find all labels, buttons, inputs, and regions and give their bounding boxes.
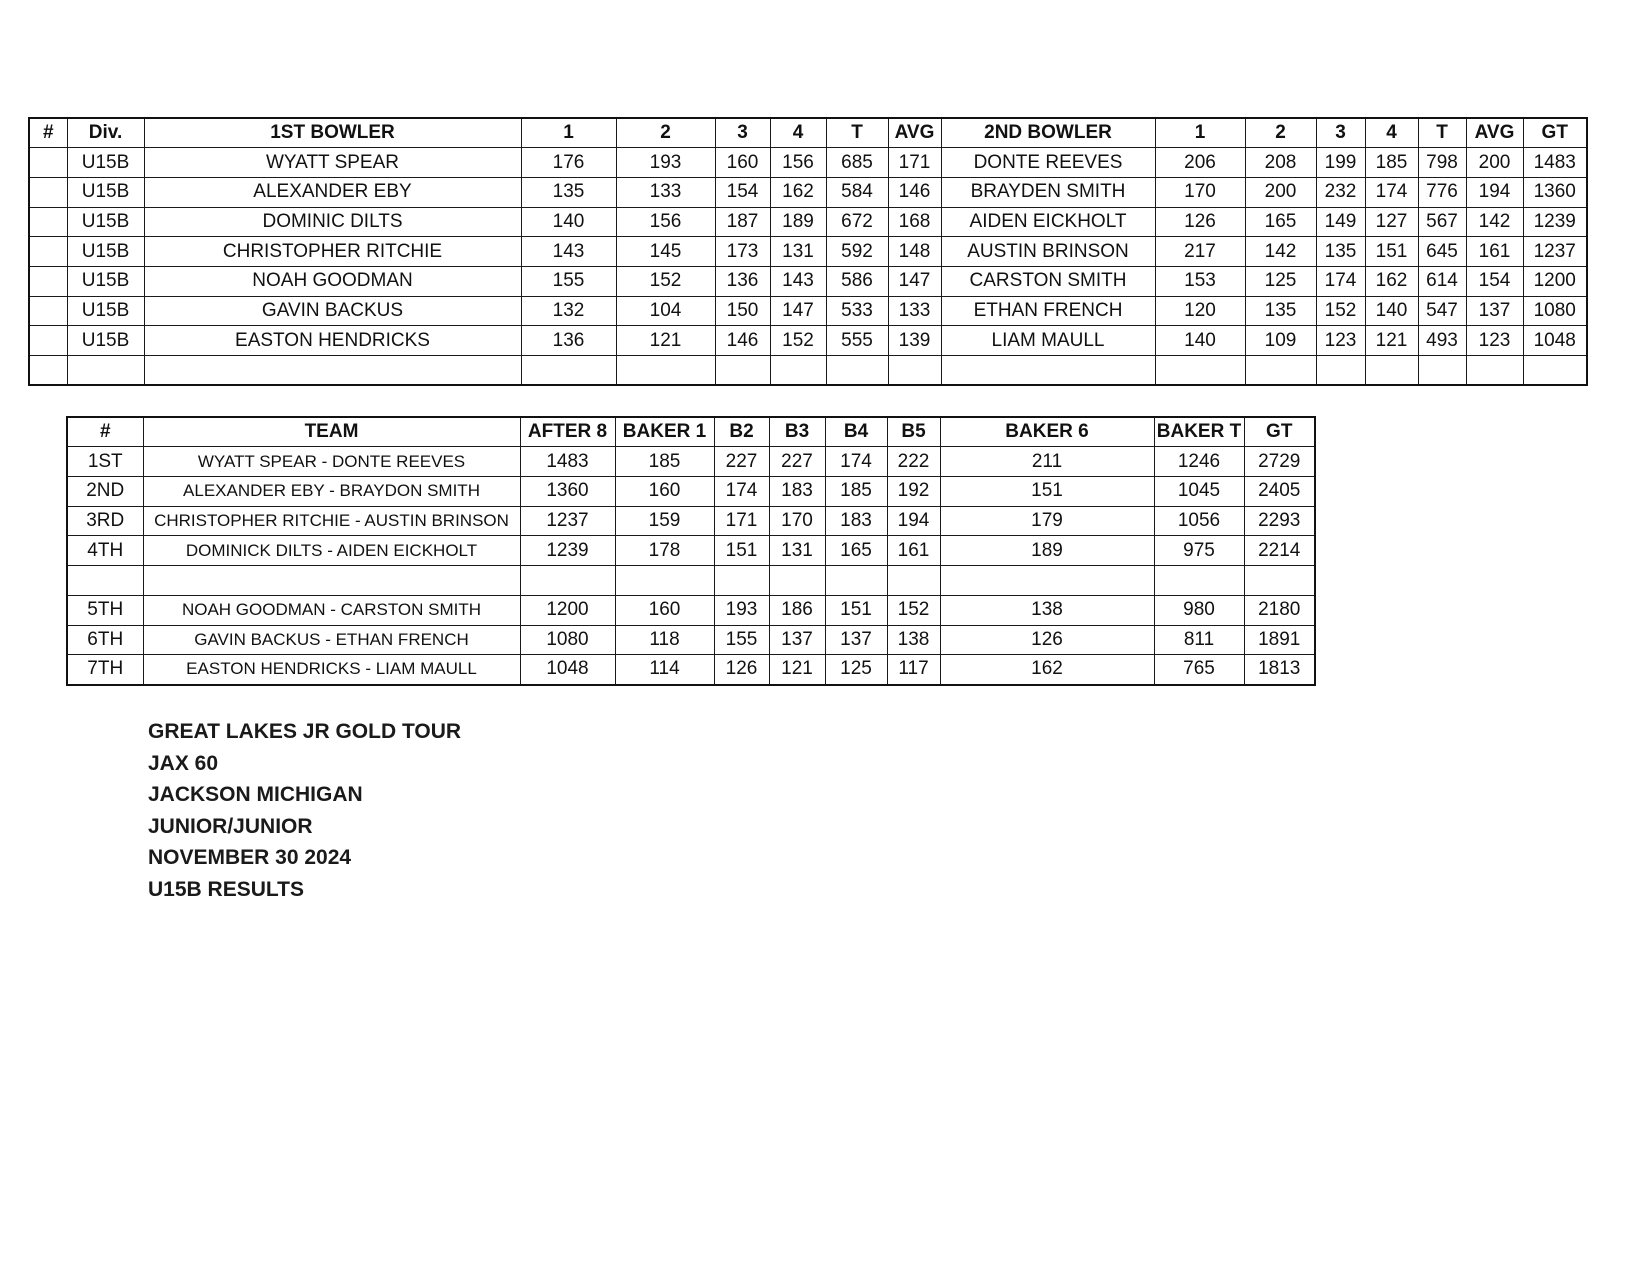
team-header-cell: # (67, 417, 143, 447)
bowlers-cell (144, 356, 521, 386)
bowlers-cell: 137 (1466, 296, 1523, 326)
bowlers-cell: 173 (715, 237, 770, 267)
bowlers-cell (1466, 356, 1523, 386)
bowlers-cell: 120 (1155, 296, 1245, 326)
bowlers-cell: 140 (1155, 326, 1245, 356)
team-row (67, 595, 1315, 625)
team-cell: 174 (714, 476, 769, 506)
bowlers-cell: 156 (616, 207, 715, 237)
bowlers-cell (826, 356, 888, 386)
bowlers-cell: 1237 (1523, 237, 1587, 267)
bowlers-cell: 147 (770, 296, 826, 326)
bowlers-cell: 126 (1155, 207, 1245, 237)
bowlers-cell: 146 (888, 177, 941, 207)
bowlers-cell: 148 (888, 237, 941, 267)
bowlers-cell: 176 (521, 148, 616, 178)
bowlers-header-cell: # (29, 118, 67, 148)
bowlers-cell: DOMINIC DILTS (144, 207, 521, 237)
bowlers-cell: 142 (1245, 237, 1316, 267)
bowlers-cell: 1239 (1523, 207, 1587, 237)
bowlers-cell: 493 (1418, 326, 1466, 356)
team-cell: NOAH GOODMAN - CARSTON SMITH (143, 595, 520, 625)
team-cell: 1056 (1154, 506, 1244, 536)
team-cell: 975 (1154, 536, 1244, 566)
team-cell: 1891 (1244, 625, 1315, 655)
bowlers-cell: 136 (715, 266, 770, 296)
team-cell: 227 (769, 447, 825, 477)
bowlers-cell: 171 (888, 148, 941, 178)
team-cell: 117 (887, 655, 940, 685)
bowlers-cell: 208 (1245, 148, 1316, 178)
bowlers-cell (29, 148, 67, 178)
team-cell: 2ND (67, 476, 143, 506)
bowlers-cell: 123 (1316, 326, 1365, 356)
team-cell: 114 (615, 655, 714, 685)
bowler-row (29, 266, 1587, 296)
bowlers-cell: 135 (521, 177, 616, 207)
bowlers-cell: 162 (770, 177, 826, 207)
team-cell: 189 (940, 536, 1154, 566)
bowlers-header-cell: 1 (1155, 118, 1245, 148)
bowlers-cell: 140 (521, 207, 616, 237)
bowlers-header-cell: T (826, 118, 888, 148)
team-row (67, 625, 1315, 655)
bowlers-cell: 146 (715, 326, 770, 356)
bowlers-cell (29, 296, 67, 326)
bowlers-header-cell: Div. (67, 118, 144, 148)
team-header-cell: BAKER 1 (615, 417, 714, 447)
team-cell (67, 565, 143, 595)
team-cell: DOMINICK DILTS - AIDEN EICKHOLT (143, 536, 520, 566)
team-header-cell: B2 (714, 417, 769, 447)
bowlers-cell: 140 (1365, 296, 1418, 326)
bowlers-cell: 645 (1418, 237, 1466, 267)
event-results-title: U15B RESULTS (148, 877, 304, 901)
team-cell: 185 (825, 476, 887, 506)
team-cell: 1360 (520, 476, 615, 506)
team-row (67, 476, 1315, 506)
team-row (67, 506, 1315, 536)
bowlers-cell (941, 356, 1155, 386)
bowlers-cell (1365, 356, 1418, 386)
bowlers-cell: 776 (1418, 177, 1466, 207)
team-cell: 7TH (67, 655, 143, 685)
bowlers-cell: BRAYDEN SMITH (941, 177, 1155, 207)
bowlers-cell: 199 (1316, 148, 1365, 178)
bowlers-cell: U15B (67, 237, 144, 267)
team-cell: 131 (769, 536, 825, 566)
bowlers-cell: U15B (67, 207, 144, 237)
bowlers-cell (616, 356, 715, 386)
bowlers-cell: 174 (1365, 177, 1418, 207)
team-cell: 186 (769, 595, 825, 625)
bowlers-header-cell: 4 (770, 118, 826, 148)
team-cell: 126 (940, 625, 1154, 655)
bowlers-cell: 185 (1365, 148, 1418, 178)
bowlers-cell (29, 237, 67, 267)
bowlers-cell: U15B (67, 177, 144, 207)
team-header-cell: BAKER T (1154, 417, 1244, 447)
bowler-row (29, 237, 1587, 267)
team-cell: 1080 (520, 625, 615, 655)
team-cell: 151 (940, 476, 1154, 506)
bowlers-cell: 123 (1466, 326, 1523, 356)
bowlers-cell: WYATT SPEAR (144, 148, 521, 178)
bowlers-header-cell: 2 (1245, 118, 1316, 148)
bowlers-header-cell: 1ST BOWLER (144, 118, 521, 148)
bowlers-cell: CHRISTOPHER RITCHIE (144, 237, 521, 267)
bowlers-cell: 206 (1155, 148, 1245, 178)
team-cell: 171 (714, 506, 769, 536)
team-cell: 2405 (1244, 476, 1315, 506)
team-cell: 211 (940, 447, 1154, 477)
bowler-row (29, 207, 1587, 237)
bowlers-results-table (28, 117, 1588, 386)
team-cell: 980 (1154, 595, 1244, 625)
team-cell: 1483 (520, 447, 615, 477)
team-cell: 179 (940, 506, 1154, 536)
team-cell: 185 (615, 447, 714, 477)
bowlers-cell: 121 (1365, 326, 1418, 356)
bowlers-cell (1155, 356, 1245, 386)
bowlers-cell: EASTON HENDRICKS (144, 326, 521, 356)
team-cell: 152 (887, 595, 940, 625)
team-cell: 162 (940, 655, 1154, 685)
team-cell: 170 (769, 506, 825, 536)
team-cell: 160 (615, 595, 714, 625)
team-header-cell: B3 (769, 417, 825, 447)
bowlers-cell: 584 (826, 177, 888, 207)
team-row (67, 565, 1315, 595)
bowlers-cell: 232 (1316, 177, 1365, 207)
team-cell: 161 (887, 536, 940, 566)
bowlers-cell: CARSTON SMITH (941, 266, 1155, 296)
bowlers-cell: 154 (715, 177, 770, 207)
bowlers-cell: 672 (826, 207, 888, 237)
team-cell (615, 565, 714, 595)
bowlers-cell (29, 177, 67, 207)
bowlers-cell (888, 356, 941, 386)
bowlers-header-cell: 3 (1316, 118, 1365, 148)
bowlers-cell: 1048 (1523, 326, 1587, 356)
team-results-table (66, 416, 1316, 686)
team-cell: 118 (615, 625, 714, 655)
bowlers-cell: 133 (888, 296, 941, 326)
bowler-row (29, 148, 1587, 178)
bowlers-cell (1245, 356, 1316, 386)
bowlers-cell: 152 (770, 326, 826, 356)
bowlers-cell (29, 266, 67, 296)
bowlers-cell: 131 (770, 237, 826, 267)
bowlers-cell: U15B (67, 326, 144, 356)
bowlers-cell: 1080 (1523, 296, 1587, 326)
bowlers-cell: 152 (1316, 296, 1365, 326)
bowlers-cell (29, 207, 67, 237)
team-cell: EASTON HENDRICKS - LIAM MAULL (143, 655, 520, 685)
team-cell: 1813 (1244, 655, 1315, 685)
event-location: JACKSON MICHIGAN (148, 783, 363, 806)
event-info (148, 716, 461, 905)
team-cell (714, 565, 769, 595)
team-cell: 1237 (520, 506, 615, 536)
team-cell (1244, 565, 1315, 595)
bowlers-header-cell: 4 (1365, 118, 1418, 148)
bowlers-cell: 132 (521, 296, 616, 326)
event-date: NOVEMBER 30 2024 (148, 846, 352, 869)
bowlers-cell: 592 (826, 237, 888, 267)
team-cell: 137 (769, 625, 825, 655)
team-cell (143, 565, 520, 595)
bowlers-cell (1418, 356, 1466, 386)
bowlers-cell: 685 (826, 148, 888, 178)
bowlers-cell: 187 (715, 207, 770, 237)
bowlers-cell: LIAM MAULL (941, 326, 1155, 356)
bowlers-cell: NOAH GOODMAN (144, 266, 521, 296)
bowler-row (29, 177, 1587, 207)
team-cell: 4TH (67, 536, 143, 566)
bowlers-cell: 147 (888, 266, 941, 296)
bowlers-cell: 1200 (1523, 266, 1587, 296)
bowlers-cell: 194 (1466, 177, 1523, 207)
bowlers-cell (1316, 356, 1365, 386)
team-cell: 138 (887, 625, 940, 655)
team-header-cell: B5 (887, 417, 940, 447)
team-header-cell: TEAM (143, 417, 520, 447)
bowlers-cell: 142 (1466, 207, 1523, 237)
bowlers-cell (67, 356, 144, 386)
bowlers-header-cell: AVG (888, 118, 941, 148)
bowlers-cell: 555 (826, 326, 888, 356)
team-cell: 1045 (1154, 476, 1244, 506)
bowlers-header-cell: AVG (1466, 118, 1523, 148)
team-cell: 138 (940, 595, 1154, 625)
team-cell: ALEXANDER EBY - BRAYDON SMITH (143, 476, 520, 506)
team-cell: 2180 (1244, 595, 1315, 625)
team-header-cell: B4 (825, 417, 887, 447)
bowlers-cell: U15B (67, 148, 144, 178)
bowlers-header-cell: 1 (521, 118, 616, 148)
team-cell: 121 (769, 655, 825, 685)
bowlers-cell: 586 (826, 266, 888, 296)
team-row (67, 655, 1315, 685)
team-cell: 125 (825, 655, 887, 685)
team-cell: 165 (825, 536, 887, 566)
bowlers-cell: 155 (521, 266, 616, 296)
team-header-cell: GT (1244, 417, 1315, 447)
bowlers-cell: 154 (1466, 266, 1523, 296)
bowlers-cell: 143 (521, 237, 616, 267)
bowlers-cell (521, 356, 616, 386)
bowlers-cell: 145 (616, 237, 715, 267)
team-cell (887, 565, 940, 595)
bowlers-cell: 174 (1316, 266, 1365, 296)
bowlers-cell: 168 (888, 207, 941, 237)
team-cell: CHRISTOPHER RITCHIE - AUSTIN BRINSON (143, 506, 520, 536)
bowlers-cell (29, 356, 67, 386)
bowlers-cell: AUSTIN BRINSON (941, 237, 1155, 267)
team-cell: 193 (714, 595, 769, 625)
bowlers-cell: 217 (1155, 237, 1245, 267)
team-cell: 5TH (67, 595, 143, 625)
bowlers-cell: 156 (770, 148, 826, 178)
bowlers-cell: 160 (715, 148, 770, 178)
team-cell: 1246 (1154, 447, 1244, 477)
team-cell: 2293 (1244, 506, 1315, 536)
team-cell: 6TH (67, 625, 143, 655)
team-cell: 811 (1154, 625, 1244, 655)
bowlers-cell: 150 (715, 296, 770, 326)
team-cell (825, 565, 887, 595)
bowlers-cell: ALEXANDER EBY (144, 177, 521, 207)
bowlers-cell: 547 (1418, 296, 1466, 326)
bowlers-cell: ETHAN FRENCH (941, 296, 1155, 326)
team-cell (520, 565, 615, 595)
bowlers-header-row (29, 118, 1587, 148)
team-header-cell: AFTER 8 (520, 417, 615, 447)
bowlers-cell: 135 (1245, 296, 1316, 326)
team-cell (940, 565, 1154, 595)
team-cell (1154, 565, 1244, 595)
bowlers-cell: 161 (1466, 237, 1523, 267)
team-cell: GAVIN BACKUS - ETHAN FRENCH (143, 625, 520, 655)
bowlers-cell (29, 326, 67, 356)
team-header-cell: BAKER 6 (940, 417, 1154, 447)
team-cell: 2729 (1244, 447, 1315, 477)
bowlers-cell (715, 356, 770, 386)
team-cell: 3RD (67, 506, 143, 536)
bowlers-cell: 165 (1245, 207, 1316, 237)
bowlers-cell: 139 (888, 326, 941, 356)
bowlers-cell: 614 (1418, 266, 1466, 296)
bowlers-cell: 152 (616, 266, 715, 296)
bowlers-cell: 133 (616, 177, 715, 207)
bowlers-cell: 1483 (1523, 148, 1587, 178)
event-division-format: JUNIOR/JUNIOR (148, 814, 313, 838)
bowlers-cell: 533 (826, 296, 888, 326)
team-header-row (67, 417, 1315, 447)
team-cell: 155 (714, 625, 769, 655)
bowlers-cell: 104 (616, 296, 715, 326)
bowlers-header-cell: T (1418, 118, 1466, 148)
bowlers-header-cell: 2 (616, 118, 715, 148)
team-cell: 227 (714, 447, 769, 477)
bowlers-cell: 143 (770, 266, 826, 296)
bowlers-cell: 200 (1245, 177, 1316, 207)
bowlers-cell: 153 (1155, 266, 1245, 296)
bowler-row (29, 356, 1587, 386)
bowlers-header-cell: 3 (715, 118, 770, 148)
bowlers-cell: 170 (1155, 177, 1245, 207)
bowler-row (29, 296, 1587, 326)
team-row (67, 536, 1315, 566)
bowlers-cell: GAVIN BACKUS (144, 296, 521, 326)
bowlers-cell: 136 (521, 326, 616, 356)
team-cell: 192 (887, 476, 940, 506)
team-cell: 151 (825, 595, 887, 625)
bowlers-cell (1523, 356, 1587, 386)
bowlers-cell: 125 (1245, 266, 1316, 296)
bowlers-cell: 135 (1316, 237, 1365, 267)
team-cell: 137 (825, 625, 887, 655)
team-cell: 1ST (67, 447, 143, 477)
bowlers-cell: U15B (67, 266, 144, 296)
bowlers-cell: 121 (616, 326, 715, 356)
bowler-row (29, 326, 1587, 356)
bowlers-cell: 149 (1316, 207, 1365, 237)
team-cell: 160 (615, 476, 714, 506)
bowlers-cell: DONTE REEVES (941, 148, 1155, 178)
bowlers-cell: 200 (1466, 148, 1523, 178)
event-tour-name: GREAT LAKES JR GOLD TOUR (148, 720, 462, 743)
bowlers-cell: 109 (1245, 326, 1316, 356)
team-cell: 183 (825, 506, 887, 536)
bowlers-cell: AIDEN EICKHOLT (941, 207, 1155, 237)
team-cell (769, 565, 825, 595)
team-cell: 159 (615, 506, 714, 536)
bowlers-cell: 189 (770, 207, 826, 237)
bowlers-header-cell: GT (1523, 118, 1587, 148)
team-cell: 178 (615, 536, 714, 566)
team-cell: 126 (714, 655, 769, 685)
team-cell: 222 (887, 447, 940, 477)
team-cell: 1239 (520, 536, 615, 566)
team-cell: 1048 (520, 655, 615, 685)
bowlers-cell: 798 (1418, 148, 1466, 178)
team-cell: 174 (825, 447, 887, 477)
bowlers-header-cell: 2ND BOWLER (941, 118, 1155, 148)
team-row (67, 447, 1315, 477)
bowlers-cell: 151 (1365, 237, 1418, 267)
team-cell: 1200 (520, 595, 615, 625)
bowlers-cell: 1360 (1523, 177, 1587, 207)
bowlers-cell (770, 356, 826, 386)
team-cell: 194 (887, 506, 940, 536)
team-cell: 151 (714, 536, 769, 566)
event-venue: JAX 60 (148, 751, 219, 775)
bowlers-cell: U15B (67, 296, 144, 326)
team-cell: 2214 (1244, 536, 1315, 566)
team-cell: WYATT SPEAR - DONTE REEVES (143, 447, 520, 477)
team-cell: 183 (769, 476, 825, 506)
bowlers-cell: 567 (1418, 207, 1466, 237)
bowlers-cell: 193 (616, 148, 715, 178)
bowlers-cell: 127 (1365, 207, 1418, 237)
team-cell: 765 (1154, 655, 1244, 685)
bowlers-cell: 162 (1365, 266, 1418, 296)
